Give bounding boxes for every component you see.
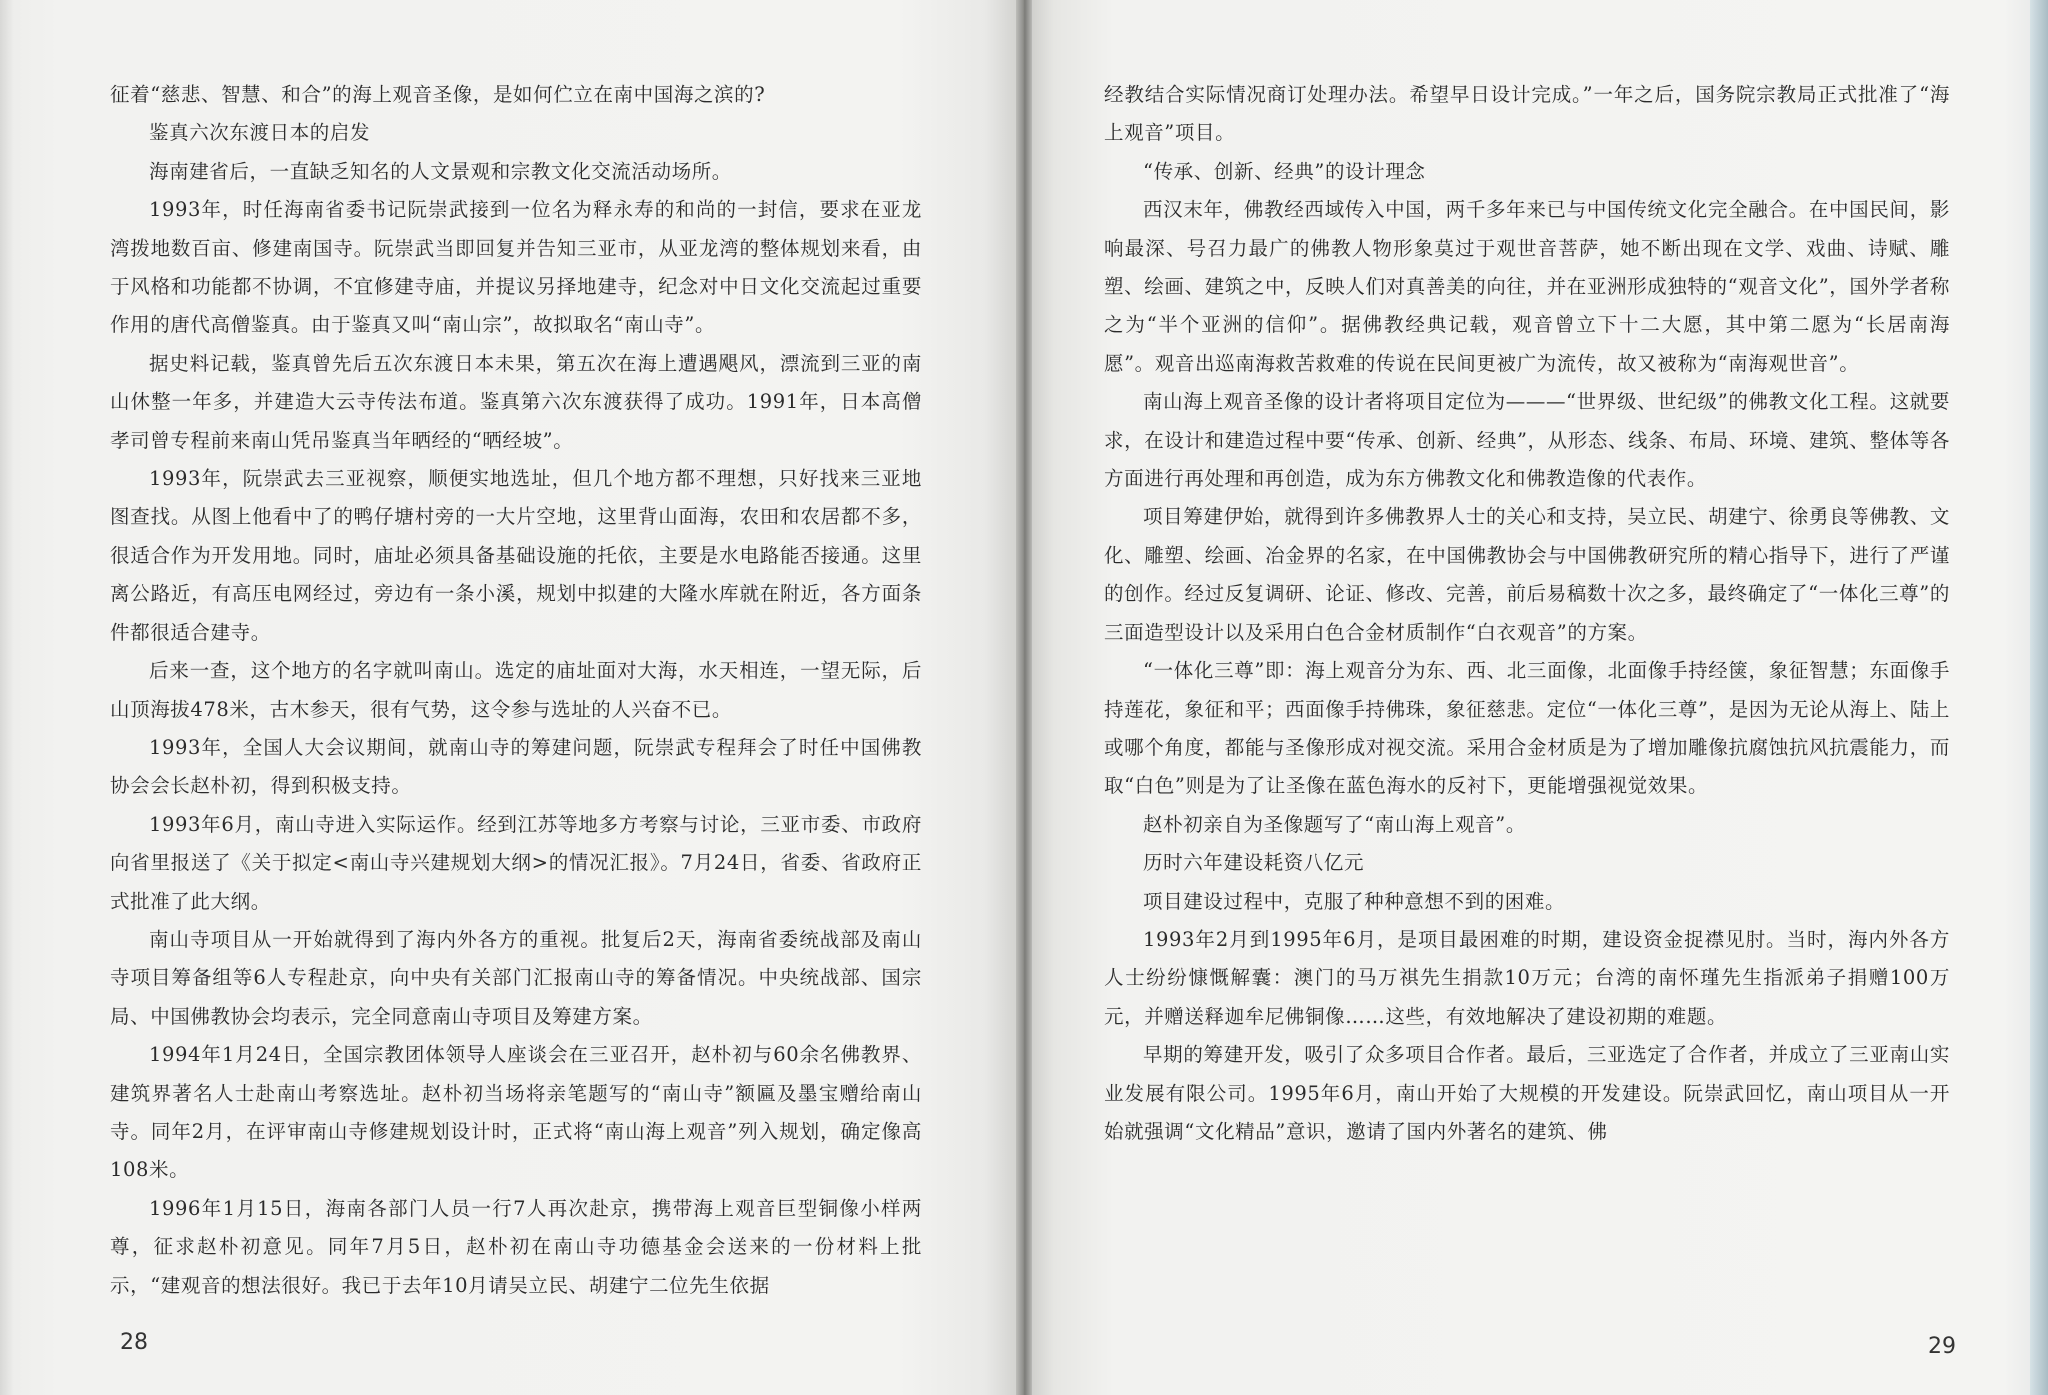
paragraph: 据史料记载，鉴真曾先后五次东渡日本未果，第五次在海上遭遇飓风，漂流到三亚的南山休整一年多，并建造大云寺传法布道。鉴真第六次东渡获得了成功。1991年，日本高僧孝司曾专程前来南山凭吊鉴真当年晒经的“晒经坡”。 bbox=[110, 351, 922, 452]
paragraph: 征着“慈悲、智慧、和合”的海上观音圣像，是如何伫立在南中国海之滨的? bbox=[110, 83, 766, 106]
section-heading: “传承、创新、经典”的设计理念 bbox=[1143, 159, 1426, 183]
page-number: 29 bbox=[1928, 1334, 1956, 1359]
paragraph: 1993年2月到1995年6月，是项目最困难的时期，建设资金捉襟见肘。当时，海内外各方人士纷纷慷慨解囊：澳门的马万祺先生捐款10万元；台湾的南怀瑾先生指派弟子捐赠100万元，并赠送释迦牟尼佛铜像……这些，有效地解决了建设初期的难题。 bbox=[1104, 927, 1950, 1028]
paragraph: 南山海上观音圣像的设计者将项目定位为———“世界级、世纪级”的佛教文化工程。这就要求，在设计和建造过程中要“传承、创新、经典”，从形态、线条、布局、环境、建筑、整体等各方面进行再处理和再创造，成为东方佛教文化和佛教造像的代表作。 bbox=[1104, 390, 1950, 491]
cover-edge bbox=[2030, 0, 2048, 1395]
paragraph: 经教结合实际情况商订处理办法。希望早日设计完成。”一年之后，国务院宗教局正式批准了“海上观音”项目。 bbox=[1104, 83, 1950, 145]
paragraph: 后来一查，这个地方的名字就叫南山。选定的庙址面对大海，水天相连，一望无际，后山顶海拔478米，古木参天，很有气势，这令参与选址的人兴奋不已。 bbox=[110, 659, 922, 721]
paragraph: 1996年1月15日，海南各部门人员一行7人再次赴京，携带海上观音巨型铜像小样两尊，征求赵朴初意见。同年7月5日，赵朴初在南山寺功德基金会送来的一份材料上批示，“建观音的想法很好。我已于去年10月请吴立民、胡建宁二位先生依据 bbox=[110, 1196, 922, 1297]
left-page-body bbox=[110, 76, 922, 1305]
paragraph: 1993年，时任海南省委书记阮崇武接到一位名为释永寿的和尚的一封信，要求在亚龙湾拨地数百亩、修建南国寺。阮崇武当即回复并告知三亚市，从亚龙湾的整体规划来看，由于风格和功能都不协调，不宜修建寺庙，并提议另择地建寺，纪念对中日文化交流起过重要作用的唐代高僧鉴真。由于鉴真又叫“南山宗”，故拟取名“南山寺”。 bbox=[110, 198, 922, 337]
left-page bbox=[0, 0, 1022, 1395]
paragraph: 1993年6月，南山寺进入实际运作。经到江苏等地多方考察与讨论，三亚市委、市政府向省里报送了《关于拟定<南山寺兴建规划大纲>的情况汇报》。7月24日，省委、省政府正式批准了此大纲。 bbox=[110, 812, 922, 913]
right-page bbox=[1024, 0, 2048, 1395]
book-gutter bbox=[1016, 0, 1032, 1395]
right-page-body bbox=[1104, 76, 1950, 1151]
paragraph: “一体化三尊”即：海上观音分为东、西、北三面像，北面像手持经箧，象征智慧；东面像手持莲花，象征和平；西面像手持佛珠，象征慈悲。定位“一体化三尊”，是因为无论从海上、陆上或哪个角度，都能与圣像形成对视交流。采用合金材质是为了增加雕像抗腐蚀抗风抗震能力，而取“白色”则是为了让圣像在蓝色海水的反衬下，更能增强视觉效果。 bbox=[1104, 659, 1950, 798]
paragraph: 海南建省后，一直缺乏知名的人文景观和宗教文化交流活动场所。 bbox=[149, 159, 732, 183]
paragraph: 1993年，阮崇武去三亚视察，顺便实地选址，但几个地方都不理想，只好找来三亚地图查找。从图上他看中了的鸭仔塘村旁的一大片空地，这里背山面海，农田和农居都不多，很适合作为开发用地。同时，庙址必须具备基础设施的托依，主要是水电路能否接通。这里离公路近，有高压电网经过，旁边有一条小溪，规划中拟建的大隆水库就在附近，各方面条件都很适合建寺。 bbox=[110, 467, 922, 644]
paragraph: 项目建设过程中，克服了种种意想不到的困难。 bbox=[1143, 889, 1566, 913]
page-number: 28 bbox=[120, 1330, 148, 1355]
section-heading: 历时六年建设耗资八亿元 bbox=[1143, 851, 1365, 875]
paragraph: 早期的筹建开发，吸引了众多项目合作者。最后，三亚选定了合作者，并成立了三亚南山实业发展有限公司。1995年6月，南山开始了大规模的开发建设。阮崇武回忆，南山项目从一开始就强调“文化精品”意识，邀请了国内外著名的建筑、佛 bbox=[1104, 1043, 1950, 1143]
paragraph: 项目筹建伊始，就得到许多佛教界人士的关心和支持，吴立民、胡建宁、徐勇良等佛教、文化、雕塑、绘画、冶金界的名家，在中国佛教协会与中国佛教研究所的精心指导下，进行了严谨的创作。经过反复调研、论证、修改、完善，前后易稿数十次之多，最终确定了“一体化三尊”的三面造型设计以及采用白色合金材质制作“白衣观音”的方案。 bbox=[1104, 505, 1950, 644]
paragraph: 南山寺项目从一开始就得到了海内外各方的重视。批复后2天，海南省委统战部及南山寺项目筹备组等6人专程赴京，向中央有关部门汇报南山寺的筹备情况。中央统战部、国宗局、中国佛教协会均表示，完全同意南山寺项目及筹建方案。 bbox=[110, 927, 922, 1028]
section-heading: 鉴真六次东渡日本的启发 bbox=[149, 121, 371, 145]
paragraph: 1994年1月24日，全国宗教团体领导人座谈会在三亚召开，赵朴初与60余名佛教界、建筑界著名人士赴南山考察选址。赵朴初当场将亲笔题写的“南山寺”额匾及墨宝赠给南山寺。同年2月，在评审南山寺修建规划设计时，正式将“南山海上观音”列入规划，确定像高108米。 bbox=[110, 1043, 922, 1182]
paragraph: 赵朴初亲自为圣像题写了“南山海上观音”。 bbox=[1143, 812, 1526, 836]
paragraph: 1993年，全国人大会议期间，就南山寺的筹建问题，阮崇武专程拜会了时任中国佛教协会会长赵朴初，得到积极支持。 bbox=[110, 735, 922, 798]
paragraph: 西汉末年，佛教经西域传入中国，两千多年来已与中国传统文化完全融合。在中国民间，影响最深、号召力最广的佛教人物形象莫过于观世音菩萨，她不断出现在文学、戏曲、诗赋、雕塑、绘画、建筑之中，反映人们对真善美的向往，并在亚洲形成独特的“观音文化”，国外学者称之为“半个亚洲的信仰”。据佛教经典记载，观音曾立下十二大愿，其中第二愿为“长居南海愿”。观音出巡南海救苦救难的传说在民间更被广为流传，故又被称为“南海观世音”。 bbox=[1104, 198, 1950, 375]
